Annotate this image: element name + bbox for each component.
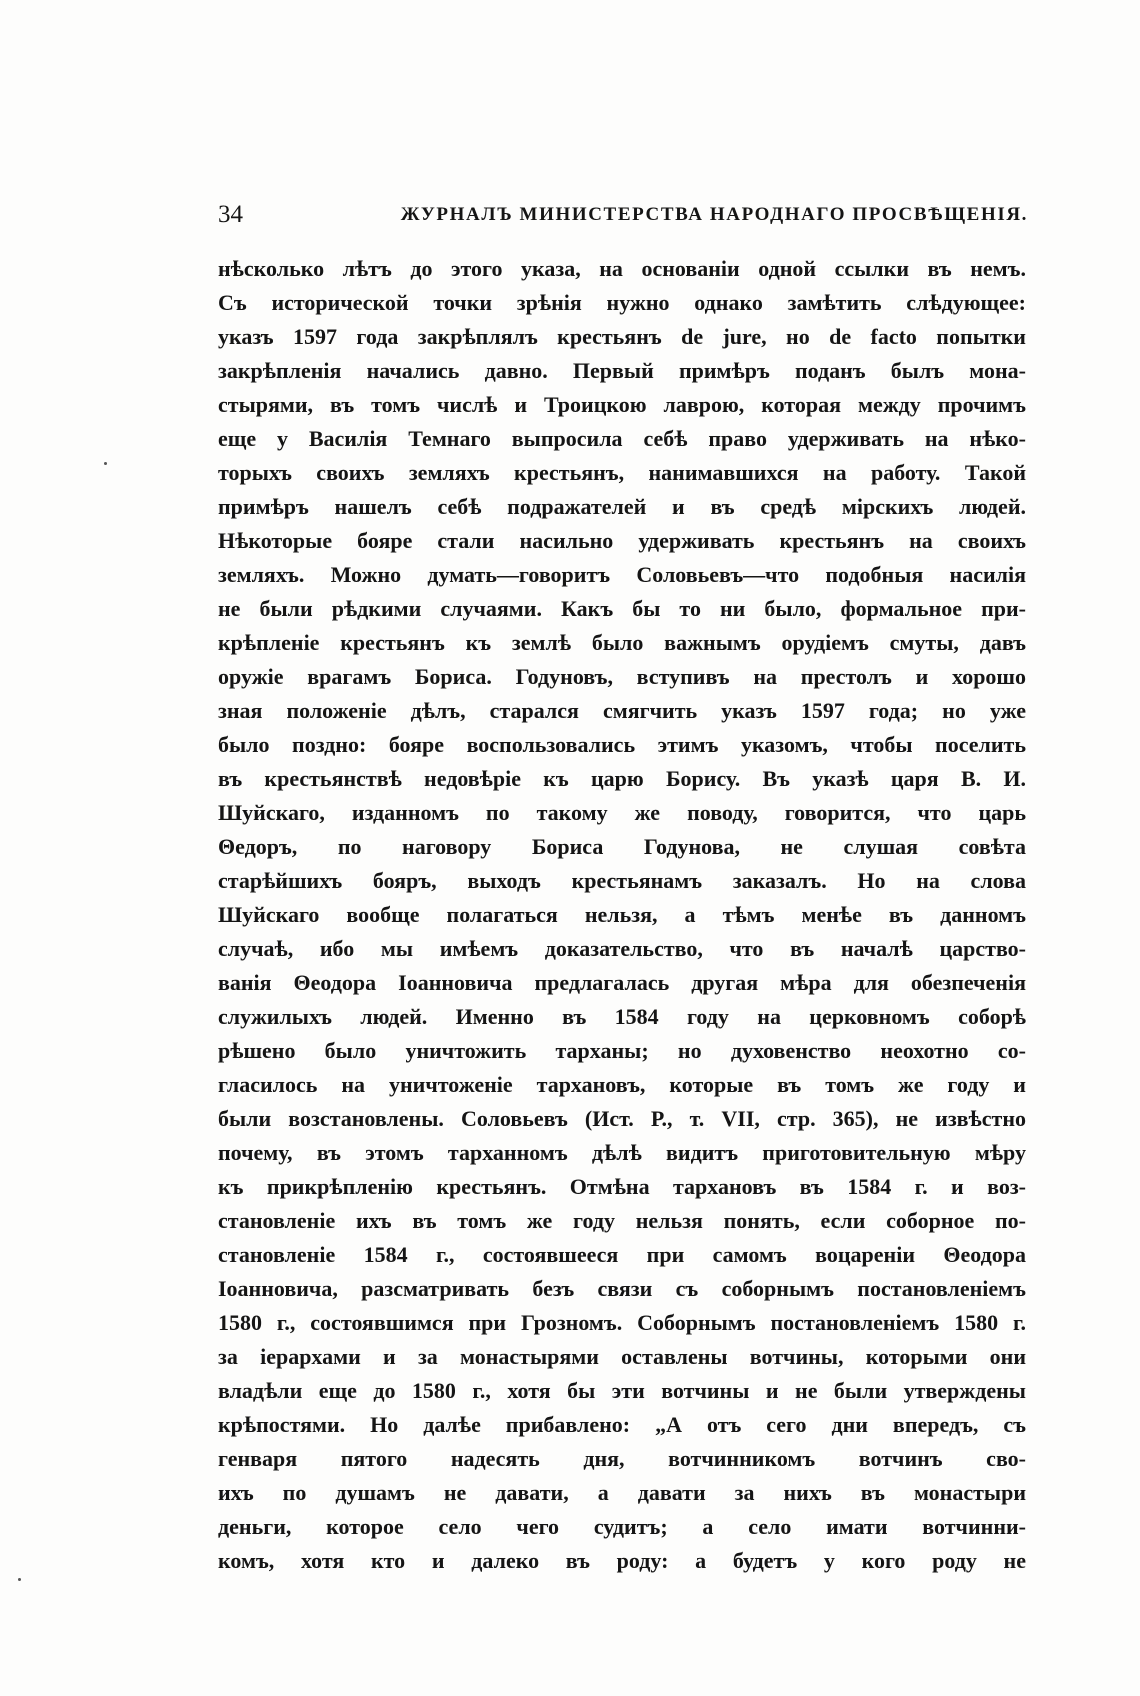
scan-speck (18, 1578, 21, 1581)
text-line: Нѣкоторые бояре стали насильно удерживать крестьянъ на своихъ (218, 528, 1026, 553)
text-line: крѣпостями. Но далѣе прибавлено: „А отъ сего дни впередъ, съ (218, 1412, 1026, 1437)
page-number: 34 (218, 201, 243, 228)
text-line: 1580 г., состоявшимся при Грозномъ. Соборнымъ постановленіемъ 1580 г. (218, 1310, 1026, 1335)
text-line: крѣпленіе крестьянъ къ землѣ было важнымъ орудіемъ смуты, давъ (218, 630, 1026, 655)
text-line: Θедоръ, по наговору Бориса Годунова, не слушая совѣта (218, 834, 1026, 859)
scan-speck (104, 462, 107, 465)
text-line: служилыхъ людей. Именно въ 1584 году на церковномъ соборѣ (218, 1004, 1026, 1029)
body-text (218, 252, 1026, 1592)
text-line: Съ исторической точки зрѣнія нужно однако замѣтить слѣдующее: (218, 290, 1026, 315)
text-line: гласилось на уничтоженіе тархановъ, которые въ томъ же году и (218, 1072, 1026, 1097)
text-line: деньги, которое село чего судитъ; а село имати вотчинни- (218, 1514, 1026, 1539)
text-line: старѣйшихъ бояръ, выходъ крестьянамъ заказалъ. Но на слова (218, 868, 1026, 893)
text-line: Шуйскаго вообще полагаться нельзя, а тѣмъ менѣе въ данномъ (218, 902, 1026, 927)
text-line: случаѣ, ибо мы имѣемъ доказательство, что въ началѣ царство- (218, 936, 1026, 961)
running-title: ЖУРНАЛЪ МИНИСТЕРСТВА НАРОДНАГО ПРОСВѢЩЕНІЯ. (400, 204, 1028, 225)
text-line: владѣли еще до 1580 г., хотя бы эти вотчины и не были утверждены (218, 1378, 1026, 1403)
text-line: торыхъ своихъ земляхъ крестьянъ, нанимавшихся на работу. Такой (218, 460, 1026, 485)
text-line: зная положеніе дѣлъ, старался смягчить указъ 1597 года; но уже (218, 698, 1026, 723)
text-line: комъ, хотя кто и далеко въ роду: а будетъ у кого роду не (218, 1548, 1026, 1573)
page-header (218, 198, 1028, 232)
text-line: оружіе врагамъ Бориса. Годуновъ, вступивъ на престолъ и хорошо (218, 664, 1026, 689)
text-line: примѣръ нашелъ себѣ подражателей и въ средѣ мірскихъ людей. (218, 494, 1026, 519)
text-line: Шуйскаго, изданномъ по такому же поводу, говорится, что царь (218, 800, 1026, 825)
text-line: Іоанновича, разсматривать безъ связи съ соборнымъ постановленіемъ (218, 1276, 1026, 1301)
text-line: за іерархами и за монастырями оставлены вотчины, которыми они (218, 1344, 1026, 1369)
text-line: указъ 1597 года закрѣплялъ крестьянъ de jure, но de facto попытки (218, 324, 1026, 349)
text-line: земляхъ. Можно думать—говоритъ Соловьевъ—что подобныя насилія (218, 562, 1026, 587)
text-line: стырями, въ томъ числѣ и Троицкою лаврою, которая между прочимъ (218, 392, 1026, 417)
text-line: становленіе 1584 г., состоявшееся при самомъ воцареніи Θеодора (218, 1242, 1026, 1267)
text-line: къ прикрѣпленію крестьянъ. Отмѣна тархановъ въ 1584 г. и воз- (218, 1174, 1026, 1199)
text-line: были возстановлены. Соловьевъ (Ист. Р., т. VII, стр. 365), не извѣстно (218, 1106, 1026, 1131)
text-line: закрѣпленія начались давно. Первый примѣръ поданъ былъ мона- (218, 358, 1026, 383)
text-line: нѣсколько лѣтъ до этого указа, на основаніи одной ссылки въ немъ. (218, 256, 1026, 281)
text-line: почему, въ этомъ тарханномъ дѣлѣ видитъ приготовительную мѣру (218, 1140, 1026, 1165)
text-line: еще у Василія Темнаго выпросила себѣ право удерживать на нѣко- (218, 426, 1026, 451)
text-line: не были рѣдкими случаями. Какъ бы то ни было, формальное при- (218, 596, 1026, 621)
text-line: ихъ по душамъ не давати, а давати за нихъ въ монастыри (218, 1480, 1026, 1505)
text-line: генваря пятого надесять дня, вотчинникомъ вотчинъ сво- (218, 1446, 1026, 1471)
text-line: ванія Θеодора Іоанновича предлагалась другая мѣра для обезпеченія (218, 970, 1026, 995)
text-line: становленіе ихъ въ томъ же году нельзя понять, если соборное по- (218, 1208, 1026, 1233)
text-line: въ крестьянствѣ недовѣріе къ царю Борису. Въ указѣ царя В. И. (218, 766, 1026, 791)
text-line: рѣшено было уничтожить тарханы; но духовенство неохотно со- (218, 1038, 1026, 1063)
text-line: было поздно: бояре воспользовались этимъ указомъ, чтобы поселить (218, 732, 1026, 757)
